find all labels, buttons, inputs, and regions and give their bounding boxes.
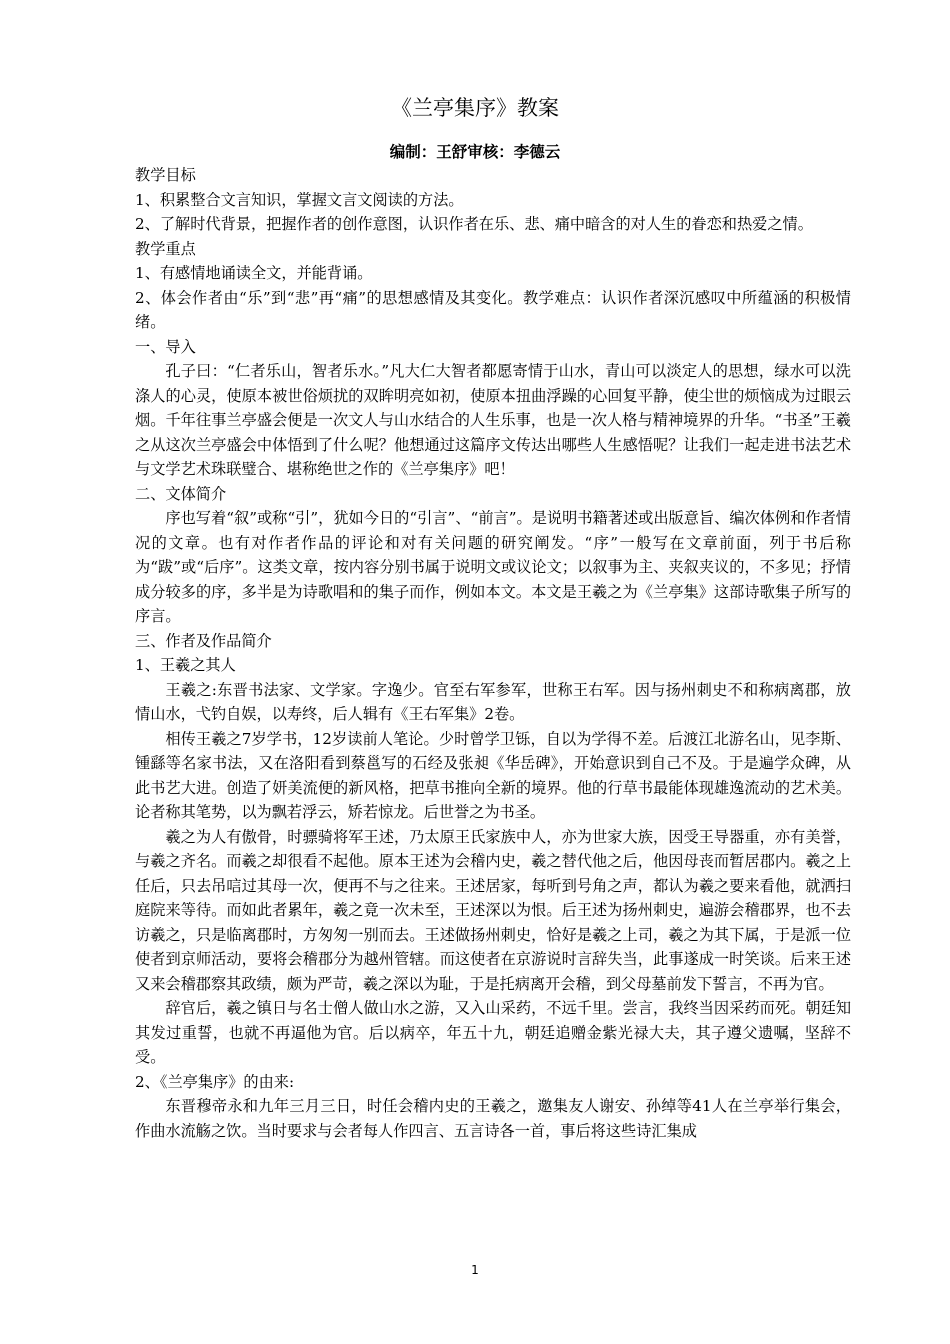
author-byline: 编制：王舒审核：李德云: [389, 143, 561, 161]
section-heading-key-points: 教学重点: [135, 239, 196, 258]
key-point-item-1: 1、有感情地诵读全文，并能背诵。: [135, 264, 373, 282]
section-heading-goals: 教学目标: [135, 166, 196, 184]
intro-paragraph: 孔子曰：“仁者乐山，智者乐水。”凡大仁大智者都愿寄情于山水，青山可以淡定人的思想，绿水可以洗涤人的心灵，使原本被世俗烦扰的双眸明亮如初，使原本扭曲浮躁的心回复平静，使尘世的烦恼成为过眼云烟。千年往事兰亭盛会便是一次文人与山水结合的人生乐事，也是一次人格与精神境界的升华。“书圣”王羲之从这次兰亭盛会中体悟到了什么呢？他想通过这篇序文传达出哪些人生感悟呢？让我们一起走进书法艺术与文学艺术珠联璧合、堪称绝世之作的《兰亭集序》吧！: [135, 362, 851, 478]
origin-paragraph: 东晋穆帝永和九年三月三日，时任会稽内史的王羲之，邀集友人谢安、孙绰等41人在兰亭举行集会，作曲水流觞之饮。当时要求与会者每人作四言、五言诗各一首，事后将这些诗汇集成: [135, 1097, 851, 1140]
key-point-item-2: 2、体会作者由“乐”到“悲”再“痛”的思想感情及其变化。教学难点：认识作者深沉感叹中所蕴涵的积极情绪。: [135, 288, 851, 331]
document-body: [135, 163, 851, 1143]
document-title: 《兰亭集序》教案: [391, 96, 559, 120]
author-paragraph-2: 相传王羲之7岁学书，12岁读前人笔论。少时曾学卫铄，自以为学得不差。后渡江北游名山，见李斯、锺繇等名家书法，又在洛阳看到蔡邕写的石经及张昶《华岳碑》，开始意识到自己不及。于是遍学众碑，从此书艺大进。创造了妍美流便的新风格，把草书推向全新的境界。他的行草书最能体现雄逸流动的艺术美。论者称其笔势，以为飘若浮云，矫若惊龙。后世誉之为书圣。: [135, 729, 851, 821]
author-paragraph-1: 王羲之:东晋书法家、文学家。字逸少。官至右军参军，世称王右军。因与扬州刺史不和称病离郡，放情山水，弋钓自娱，以寿终，后人辑有《王右军集》2卷。: [135, 680, 851, 723]
author-paragraph-3: 羲之为人有傲骨，时骠骑将军王述，乃太原王氏家族中人，亦为世家大族，因受王导器重，亦有美誉，与羲之齐名。而羲之却很看不起他。原本王述为会稽内史，羲之替代他之后，他因母丧而暂居郡内。羲之上任后，只去吊唁过其母一次，便再不与之往来。王述居家，每听到号角之声，都认为羲之要来看他，就洒扫庭院来等待。而如此者累年，羲之竟一次未至，王述深以为恨。后王述为扬州刺史，遍游会稽郡界，也不去访羲之，只是临离郡时，方匆匆一别而去。王述做扬州刺史，恰好是羲之上司，羲之为其下属，于是派一位使者到京师活动，要将会稽郡分为越州管辖。而这使者在京游说时言辞失当，此事遂成一时笑谈。后来王述又来会稽郡察其政绩，颇为严苛，羲之深以为耻，于是托病离开会稽，到父母墓前发下誓言，不再为官。: [135, 827, 851, 993]
subheading-author-person: 1、王羲之其人: [135, 656, 236, 674]
section-heading-genre: 二、文体简介: [135, 484, 227, 503]
genre-paragraph: 序也写着“叙”或称“引”，犹如今日的“引言”、“前言”。是说明书籍著述或出版意旨、编次体例和作者情况的文章。也有对作者作品的评论和对有关问题的研究阐发。“序”一般写在文章前面，列于书后称为“跋”或“后序”。这类文章，按内容分别书属于说明文或议论文；以叙事为主、夹叙夹议的，不多见；抒情成分较多的序，多半是为诗歌唱和的集子而作，例如本文。本文是王羲之为《兰亭集》这部诗歌集子所写的序言。: [135, 509, 851, 625]
goal-item-2: 2、了解时代背景，把握作者的创作意图，认识作者在乐、悲、痛中暗含的对人生的眷恋和热爱之情。: [135, 215, 813, 233]
page-number: 1: [471, 1263, 479, 1277]
section-heading-intro: 一、导入: [135, 337, 196, 356]
section-heading-author: 三、作者及作品简介: [135, 631, 272, 650]
author-paragraph-4: 辞官后，羲之镇日与名士僧人做山水之游，又入山采药，不远千里。尝言，我终当因采药而死。朝廷知其发过重誓，也就不再逼他为官。后以病卒，年五十九，朝廷追赠金紫光禄大夫，其子遵父遗嘱，坚辞不受。: [135, 999, 851, 1066]
subheading-work-origin: 2、《兰亭集序》的由来:: [135, 1072, 295, 1091]
goal-item-1: 1、积累整合文言知识，掌握文言文阅读的方法。: [135, 190, 464, 209]
